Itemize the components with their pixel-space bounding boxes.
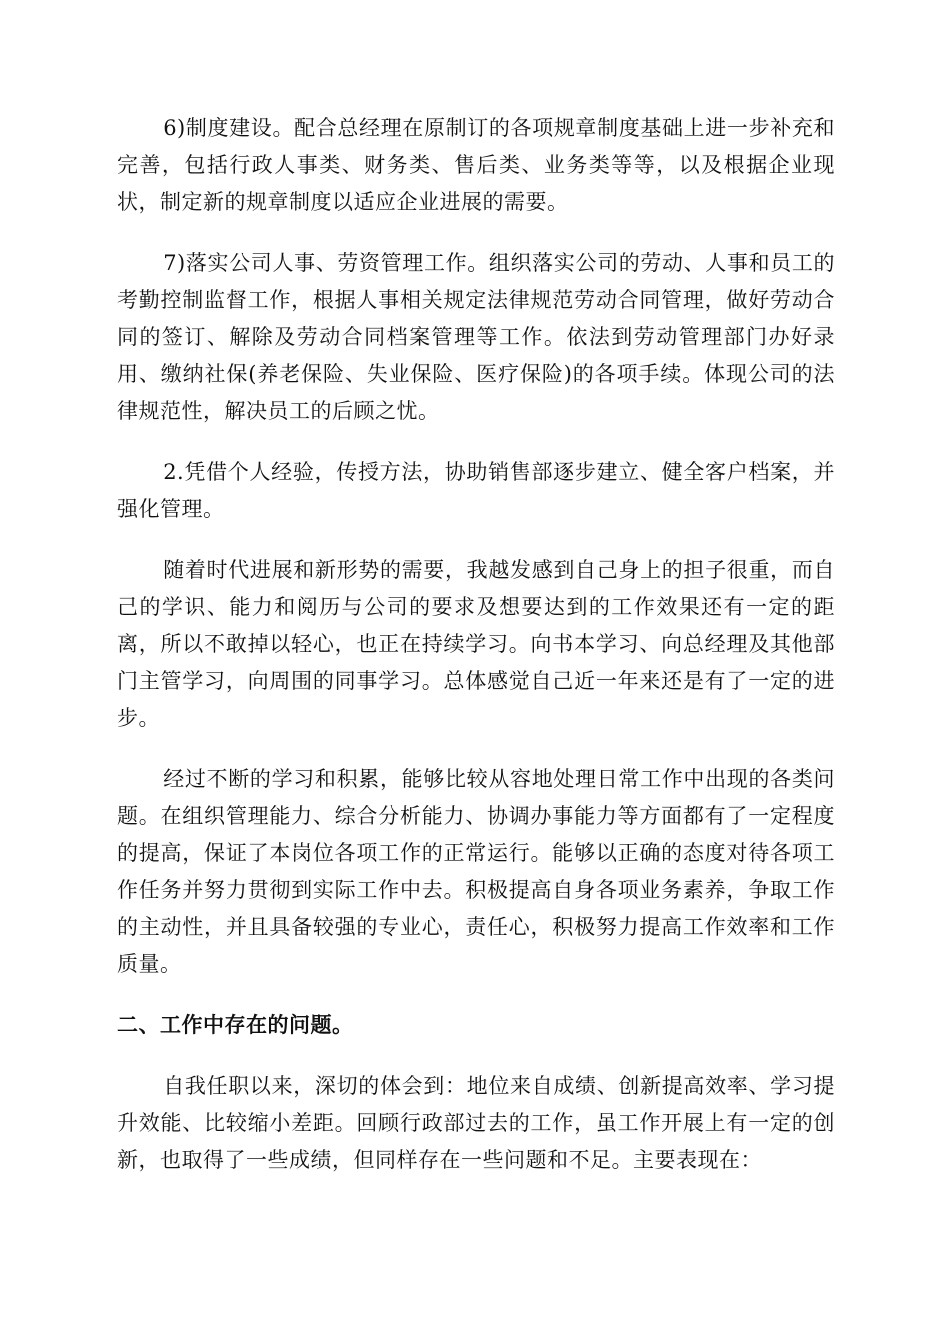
document-body [117, 110, 835, 1203]
paragraph-personnel-management: 7)落实公司人事、劳资管理工作。组织落实公司的劳动、人事和员工的考勤控制监督工作，根据人事相关规定法律规范劳动合同管理，做好劳动合同的签订、解除及劳动合同档案管理等工作。依法到劳动管理部门办好录用、缴纳社保(养老保险、失业保险、医疗保险)的各项手续。体现公司的法律规范性，解决员工的后顾之忧。 [117, 251, 835, 423]
paragraph-continuous-learning: 随着时代进展和新形势的需要，我越发感到自己身上的担子很重，而自己的学识、能力和阅历与公司的要求及想要达到的工作效果还有一定的距离，所以不敢掉以轻心，也正在持续学习。向书本学习、向总经理及其他部门主管学习，向周围的同事学习。总体感觉自己近一年来还是有了一定的进步。 [117, 558, 835, 730]
paragraph-problems-intro: 自我任职以来，深切的体会到：地位来自成绩、创新提高效率、学习提升效能、比较缩小差距。回顾行政部过去的工作，虽工作开展上有一定的创新，也取得了一些成绩，但同样存在一些问题和不足。主要表现在： [117, 1074, 835, 1172]
paragraph-ability-improvement: 经过不断的学习和积累，能够比较从容地处理日常工作中出现的各类问题。在组织管理能力、综合分析能力、协调办事能力等方面都有了一定程度的提高，保证了本岗位各项工作的正常运行。能够以正确的态度对待各项工作任务并努力贯彻到实际工作中去。积极提高自身各项业务素养，争取工作的主动性，并且具备较强的专业心，责任心，积极努力提高工作效率和工作质量。 [117, 767, 835, 976]
section-heading: 二、工作中存在的问题。 [117, 1013, 354, 1037]
paragraph-system-building: 6)制度建设。配合总经理在原制订的各项规章制度基础上进一步补充和完善，包括行政人事类、财务类、售后类、业务类等等，以及根据企业现状，制定新的规章制度以适应企业进展的需要。 [117, 116, 835, 214]
paragraph-customer-files: 2.凭借个人经验，传授方法，协助销售部逐步建立、健全客户档案，并强化管理。 [117, 460, 835, 521]
